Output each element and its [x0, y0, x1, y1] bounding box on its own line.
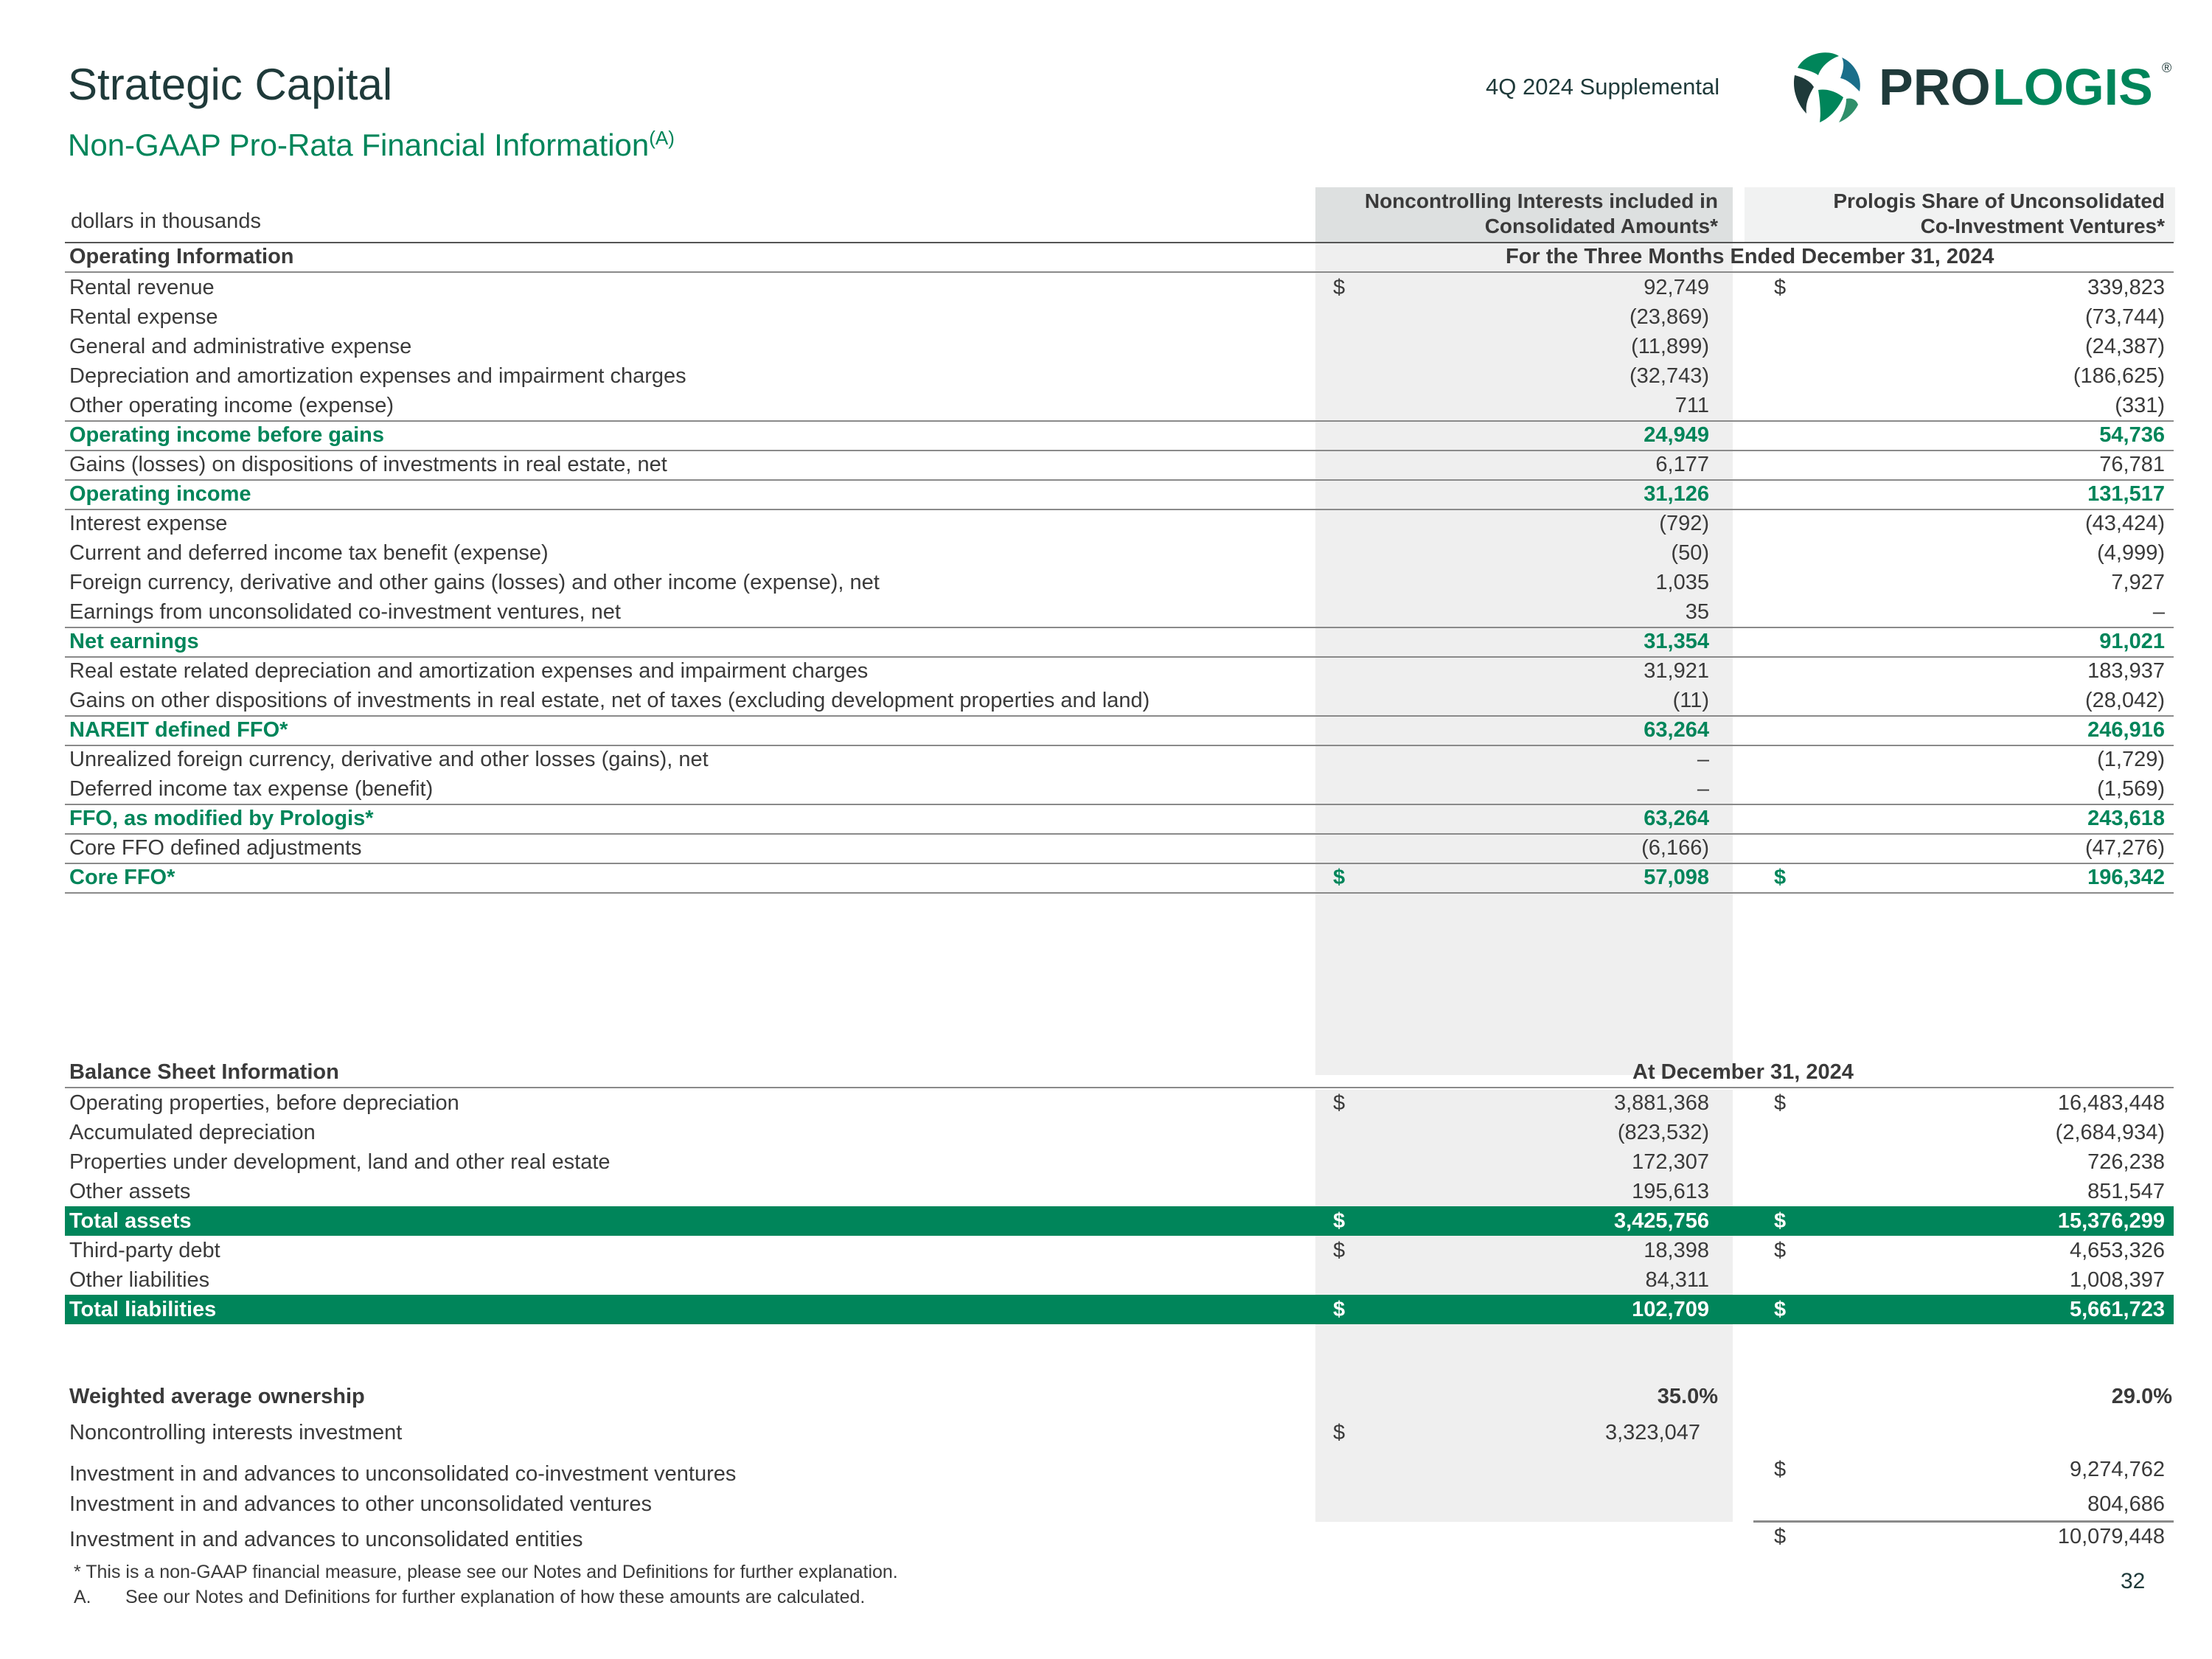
investment-coinvest-col2: 9,274,762	[2069, 1458, 2165, 1481]
col1-value: 3,425,756	[1613, 1209, 1709, 1233]
table-row	[65, 1118, 2174, 1147]
col1-dollar: $	[1333, 1209, 1346, 1233]
col2-value: 76,781	[2099, 453, 2165, 476]
col1-value: 6,177	[1655, 453, 1709, 476]
col2-value: 726,238	[2087, 1150, 2165, 1174]
investment-coinvest-label: Investment in and advances to unconsolidated co-investment ventures	[69, 1462, 737, 1486]
prologis-logo-mark-icon	[1784, 46, 2180, 133]
divider	[65, 715, 2174, 717]
units-label: dollars in thousands	[71, 209, 261, 233]
row-label: Properties under development, land and other real estate	[69, 1150, 611, 1174]
row-label: Other liabilities	[69, 1268, 210, 1292]
col2-value: (331)	[2115, 394, 2165, 417]
col1-dollar: $	[1333, 276, 1346, 299]
footnote-a-marker: A.	[74, 1587, 91, 1607]
col1-value: 18,398	[1644, 1239, 1709, 1262]
col1-value: 84,311	[1645, 1268, 1709, 1292]
col2-value: (1,729)	[2097, 748, 2165, 771]
col2-dollar: $	[1774, 1209, 1787, 1233]
col2-value: 243,618	[2087, 807, 2165, 830]
row-label: Other operating income (expense)	[69, 394, 394, 417]
divider	[65, 863, 2174, 864]
table-row	[65, 686, 2174, 715]
table-row	[65, 450, 2174, 479]
col1-value: (11,899)	[1631, 335, 1709, 358]
col1-dollar: $	[1333, 866, 1346, 889]
table-row	[65, 1147, 2174, 1177]
balance-section-header	[65, 1057, 2174, 1087]
column1-header	[1315, 187, 1733, 242]
operating-section-label: Operating Information	[69, 245, 294, 268]
table-row	[65, 627, 2174, 656]
table-row	[65, 833, 2174, 863]
table-row	[65, 1206, 2174, 1236]
table-row	[65, 1265, 2174, 1295]
col1-value: 24,949	[1644, 423, 1709, 447]
col1-value: (792)	[1659, 512, 1709, 535]
column2-header-line2: Co-Investment Ventures*	[1920, 215, 2165, 237]
column1-header-line1: Noncontrolling Interests included in	[1364, 189, 1718, 212]
col2-value: 5,661,723	[2069, 1298, 2165, 1321]
divider	[65, 420, 2174, 422]
table-row	[65, 509, 2174, 538]
col2-value: 54,736	[2099, 423, 2165, 447]
col1-dollar: $	[1333, 1091, 1346, 1115]
investment-other-row	[65, 1488, 2174, 1520]
ownership-label: Weighted average ownership	[69, 1385, 365, 1408]
col2-value: (4,999)	[2097, 541, 2165, 565]
footnote-a	[74, 1587, 865, 1608]
col2-dollar: $	[1774, 1091, 1787, 1115]
row-label: Deferred income tax expense (benefit)	[69, 777, 434, 801]
row-label: Net earnings	[69, 630, 199, 653]
col2-value: 91,021	[2099, 630, 2165, 653]
prologis-logo	[1784, 46, 2180, 133]
col2-value: (1,569)	[2097, 777, 2165, 801]
col1-value: (11)	[1672, 689, 1709, 712]
logo-text-pro: PRO	[1879, 58, 1991, 116]
col1-value: 195,613	[1632, 1180, 1709, 1203]
row-label: Interest expense	[69, 512, 228, 535]
col2-value: –	[2152, 600, 2165, 624]
page-subtitle	[68, 127, 675, 163]
nci-investment-dollar: $	[1333, 1421, 1346, 1444]
row-label: Gains (losses) on dispositions of investments in real estate, net	[69, 453, 667, 476]
investment-total-row	[65, 1520, 2174, 1553]
col1-value: 63,264	[1644, 718, 1709, 742]
subtitle-footnote-marker: (A)	[649, 127, 675, 149]
col1-value: 31,354	[1644, 630, 1709, 653]
divider	[65, 804, 2174, 805]
ownership-col2: 29.0%	[2111, 1385, 2172, 1408]
col1-value: (6,166)	[1641, 836, 1709, 860]
col2-value: 16,483,448	[2057, 1091, 2165, 1115]
row-label: Total liabilities	[69, 1298, 217, 1321]
table-row	[65, 745, 2174, 774]
col2-value: 131,517	[2087, 482, 2165, 506]
operating-period: For the Three Months Ended December 31, 2024	[1506, 245, 1994, 268]
col1-value: 31,921	[1644, 659, 1709, 683]
row-label: FFO, as modified by Prologis*	[69, 807, 374, 830]
col1-value: 63,264	[1644, 807, 1709, 830]
col1-value: (32,743)	[1629, 364, 1709, 388]
table-row	[65, 656, 2174, 686]
col2-value: 246,916	[2087, 718, 2165, 742]
table-row	[65, 863, 2174, 892]
table-row	[65, 391, 2174, 420]
row-label: Accumulated depreciation	[69, 1121, 316, 1144]
row-label: General and administrative expense	[69, 335, 412, 358]
nci-investment-col1: 3,323,047	[1604, 1421, 1700, 1444]
logo-text-logis: LOGIS	[1992, 58, 2153, 116]
col1-value: (50)	[1671, 541, 1709, 565]
col2-value: 851,547	[2087, 1180, 2165, 1203]
row-label: Total assets	[69, 1209, 192, 1233]
table-row	[65, 538, 2174, 568]
investment-coinvest-row	[65, 1448, 2174, 1491]
column2-header-line1: Prologis Share of Unconsolidated	[1833, 189, 2165, 212]
col2-value: 15,376,299	[2057, 1209, 2165, 1233]
row-label: Core FFO defined adjustments	[69, 836, 362, 860]
col2-value: (43,424)	[2084, 512, 2165, 535]
row-label: Gains on other dispositions of investments in real estate, net of taxes (excluding development properties and land)	[69, 689, 1150, 712]
col2-value: 4,653,326	[2069, 1239, 2165, 1262]
row-label: Rental revenue	[69, 276, 215, 299]
col1-dollar: $	[1333, 1239, 1346, 1262]
table-row	[65, 332, 2174, 361]
col2-value: 7,927	[2111, 571, 2165, 594]
table-row	[65, 804, 2174, 833]
col2-value: (186,625)	[2073, 364, 2165, 388]
nci-investment-label: Noncontrolling interests investment	[69, 1421, 403, 1444]
divider	[65, 627, 2174, 628]
column2-header	[1745, 187, 2175, 242]
row-label: Real estate related depreciation and amortization expenses and impairment charges	[69, 659, 869, 683]
col2-value: (2,684,934)	[2055, 1121, 2165, 1144]
supplemental-label: 4Q 2024 Supplemental	[1486, 74, 1720, 100]
col1-value: 172,307	[1632, 1150, 1709, 1174]
table-row	[65, 568, 2174, 597]
investment-total-dollar: $	[1774, 1525, 1787, 1548]
col2-value: 339,823	[2087, 276, 2165, 299]
column2-header-text	[1745, 189, 2165, 239]
col1-value: 102,709	[1632, 1298, 1709, 1321]
col2-dollar: $	[1774, 866, 1787, 889]
row-label: Earnings from unconsolidated co-investment ventures, net	[69, 600, 621, 624]
col1-value: 1,035	[1655, 571, 1709, 594]
col1-value: 92,749	[1644, 276, 1709, 299]
col1-value: –	[1697, 777, 1709, 801]
col2-value: (24,387)	[2084, 335, 2165, 358]
col1-value: 3,881,368	[1613, 1091, 1709, 1115]
table-row	[65, 302, 2174, 332]
ownership-row	[65, 1379, 2174, 1414]
balance-period: At December 31, 2024	[1632, 1060, 1854, 1084]
investment-coinvest-dollar: $	[1774, 1458, 1787, 1481]
col2-value: (28,042)	[2084, 689, 2165, 712]
nci-investment-row	[65, 1416, 2174, 1450]
table-row	[65, 1177, 2174, 1206]
col2-value: (47,276)	[2084, 836, 2165, 860]
row-label: Unrealized foreign currency, derivative and other losses (gains), net	[69, 748, 709, 771]
footnote-a-text: See our Notes and Definitions for further explanation of how these amounts are calculated.	[125, 1587, 866, 1607]
balance-section-label: Balance Sheet Information	[69, 1060, 339, 1084]
row-label: Operating income before gains	[69, 423, 385, 447]
table-row	[65, 597, 2174, 627]
col2-value: (73,744)	[2084, 305, 2165, 329]
divider	[65, 892, 2174, 894]
investment-other-col2: 804,686	[2087, 1492, 2165, 1516]
table-row	[65, 774, 2174, 804]
col1-value: (823,532)	[1617, 1121, 1709, 1144]
col1-value: 31,126	[1644, 482, 1709, 506]
row-label: Rental expense	[69, 305, 218, 329]
logo-registered-mark: ®	[2162, 60, 2172, 75]
page-number: 32	[2121, 1569, 2146, 1593]
col2-value: 183,937	[2087, 659, 2165, 683]
investment-total-label: Investment in and advances to unconsolidated entities	[69, 1528, 583, 1551]
col1-value: 57,098	[1644, 866, 1709, 889]
investment-total-col2: 10,079,448	[2057, 1525, 2165, 1548]
row-label: Operating properties, before depreciation	[69, 1091, 459, 1115]
table-row	[65, 273, 2174, 302]
page-title: Strategic Capital	[68, 60, 393, 109]
table-row	[65, 361, 2174, 391]
table-row	[65, 1236, 2174, 1265]
table-row	[65, 420, 2174, 450]
ownership-col1: 35.0%	[1657, 1385, 1718, 1408]
row-label: Foreign currency, derivative and other gains (losses) and other income (expense), net	[69, 571, 880, 594]
row-label: Depreciation and amortization expenses and impairment charges	[69, 364, 686, 388]
col2-dollar: $	[1774, 1239, 1787, 1262]
subtitle-text: Non-GAAP Pro-Rata Financial Information	[68, 128, 650, 162]
col1-value: –	[1697, 748, 1709, 771]
row-label: Core FFO*	[69, 866, 175, 889]
col2-dollar: $	[1774, 276, 1787, 299]
col2-value: 1,008,397	[2069, 1268, 2165, 1292]
col2-value: 196,342	[2087, 866, 2165, 889]
col1-value: (23,869)	[1629, 305, 1709, 329]
row-label: Other assets	[69, 1180, 191, 1203]
row-label: Third-party debt	[69, 1239, 220, 1262]
col1-value: 711	[1674, 394, 1709, 417]
row-label: NAREIT defined FFO*	[69, 718, 288, 742]
col1-value: 35	[1685, 600, 1709, 624]
row-label: Operating income	[69, 482, 251, 506]
table-row	[65, 479, 2174, 509]
investment-other-label: Investment in and advances to other unconsolidated ventures	[69, 1492, 652, 1516]
col1-dollar: $	[1333, 1298, 1346, 1321]
column1-header-text	[1315, 189, 1718, 239]
divider	[65, 479, 2174, 481]
table-row	[65, 1088, 2174, 1118]
table-row	[65, 1295, 2174, 1324]
column1-header-line2: Consolidated Amounts*	[1484, 215, 1718, 237]
row-label: Current and deferred income tax benefit (expense)	[69, 541, 549, 565]
col2-dollar: $	[1774, 1298, 1787, 1321]
footnote-non-gaap: * This is a non-GAAP financial measure, please see our Notes and Definitions for further explanation.	[74, 1562, 898, 1582]
table-row	[65, 715, 2174, 745]
